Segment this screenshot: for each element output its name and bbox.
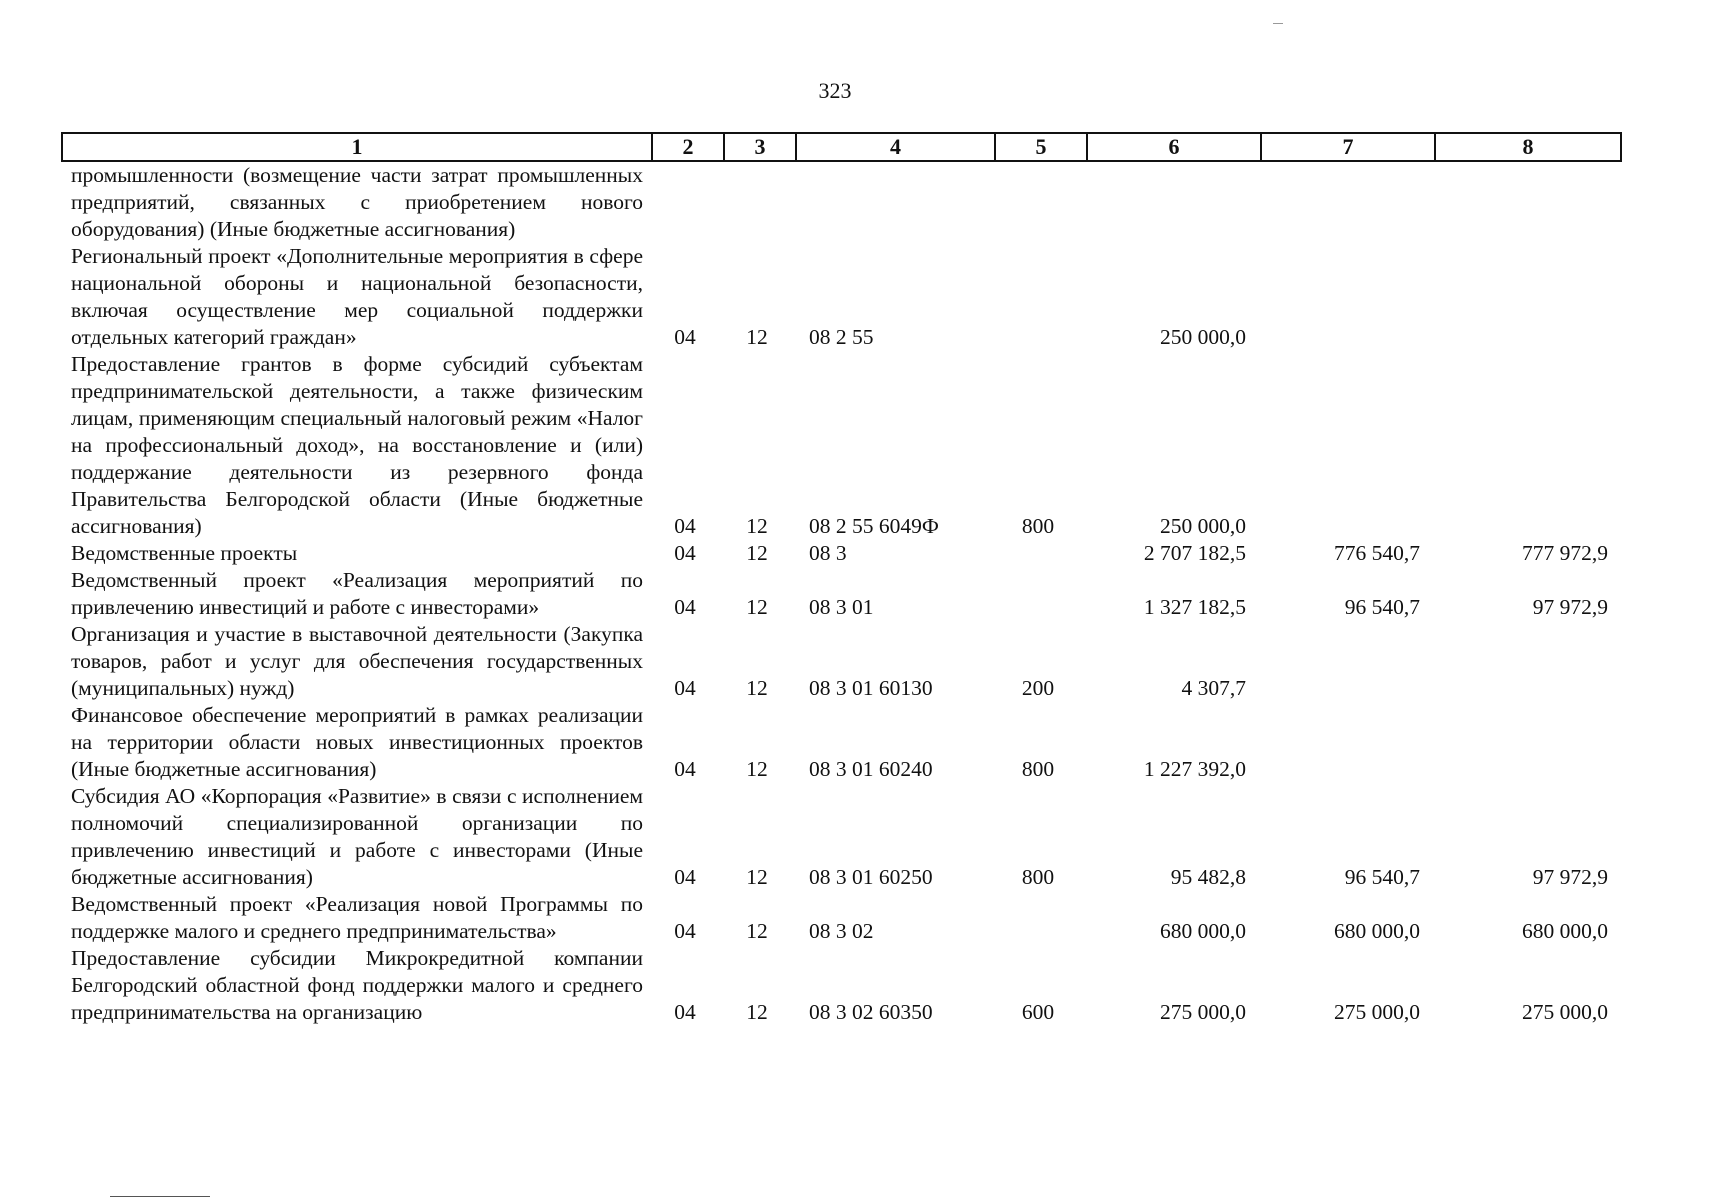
table-row	[61, 945, 1622, 1026]
row-target-code: 08 2 55	[809, 325, 874, 349]
row-amount-col6: 275 000,0	[1160, 1000, 1246, 1024]
row-amount-col7: 275 000,0	[1334, 1000, 1420, 1024]
header-col-3: 3	[723, 134, 795, 160]
row-subsection: 12	[746, 514, 768, 538]
header-col-6: 6	[1086, 134, 1260, 160]
row-amount-col8: 97 972,9	[1532, 865, 1608, 889]
row-subsection: 12	[746, 676, 768, 700]
row-subsection: 12	[746, 325, 768, 349]
row-expense-type: 800	[1021, 757, 1055, 781]
table-body	[61, 162, 1622, 1026]
row-section: 04	[674, 541, 696, 565]
row-amount-col7: 96 540,7	[1344, 595, 1420, 619]
row-subsection: 12	[746, 595, 768, 619]
row-description: Ведомственные проекты	[71, 541, 298, 565]
table-row	[61, 891, 1622, 945]
row-target-code: 08 3 01	[809, 595, 874, 619]
row-target-code: 08 3 02 60350	[809, 1000, 933, 1024]
table-header	[61, 132, 1622, 162]
row-section: 04	[674, 595, 696, 619]
row-target-code: 08 3 01 60130	[809, 676, 933, 700]
row-amount-col6: 250 000,0	[1160, 325, 1246, 349]
row-description: Ведомственный проект «Реализация мероприятий по привлечению инвестиций и работе с инвесторами»	[71, 568, 643, 619]
row-expense-type: 200	[1021, 676, 1055, 700]
row-target-code: 08 3 02	[809, 919, 874, 943]
row-target-code: 08 2 55 6049Ф	[809, 514, 939, 538]
row-amount-col6: 95 482,8	[1170, 865, 1246, 889]
header-col-8: 8	[1434, 134, 1620, 160]
header-col-4: 4	[795, 134, 994, 160]
row-section: 04	[674, 676, 696, 700]
table-row	[61, 351, 1622, 540]
row-section: 04	[674, 514, 696, 538]
row-expense-type: 800	[1021, 865, 1055, 889]
row-subsection: 12	[746, 1000, 768, 1024]
row-amount-col6: 2 707 182,5	[1143, 541, 1246, 565]
footnote-divider	[110, 1196, 210, 1197]
row-amount-col7: 680 000,0	[1334, 919, 1420, 943]
row-description: Организация и участие в выставочной деятельности (Закупка товаров, работ и услуг для обеспечения государственных (муниципальных) нужд)	[71, 622, 643, 700]
table-row	[61, 567, 1622, 621]
row-description: Предоставление субсидии Микрокредитной компании Белгородский областной фонд поддержки малого и среднего предпринимательства на организацию	[71, 946, 643, 1024]
row-section: 04	[674, 919, 696, 943]
table-row	[61, 540, 1622, 567]
table-row	[61, 702, 1622, 783]
row-target-code: 08 3 01 60250	[809, 865, 933, 889]
row-amount-col7: 776 540,7	[1334, 541, 1420, 565]
row-subsection: 12	[746, 541, 768, 565]
header-col-5: 5	[994, 134, 1086, 160]
row-description: Финансовое обеспечение мероприятий в рамках реализации на территории области новых инвестиционных проектов (Иные бюджетные ассигнования)	[71, 703, 643, 781]
page-number: 323	[818, 78, 852, 103]
row-amount-col6: 4 307,7	[1181, 676, 1246, 700]
row-description: Субсидия АО «Корпорация «Развитие» в связи с исполнением полномочий специализированной организации по привлечению инвестиций и работе с инвесторами (Иные бюджетные ассигнования)	[71, 784, 643, 889]
row-section: 04	[674, 1000, 696, 1024]
row-amount-col6: 680 000,0	[1160, 919, 1246, 943]
row-amount-col6: 1 227 392,0	[1143, 757, 1246, 781]
row-amount-col6: 1 327 182,5	[1143, 595, 1246, 619]
row-expense-type: 600	[1021, 1000, 1055, 1024]
row-description: Ведомственный проект «Реализация новой Программы по поддержке малого и среднего предпринимательства»	[71, 892, 643, 943]
row-section: 04	[674, 325, 696, 349]
row-expense-type: 800	[1021, 514, 1055, 538]
scan-mark	[1273, 23, 1283, 24]
table-row	[61, 783, 1622, 891]
row-amount-col7: 96 540,7	[1344, 865, 1420, 889]
row-amount-col8: 680 000,0	[1522, 919, 1608, 943]
header-col-7: 7	[1260, 134, 1434, 160]
table-row	[61, 621, 1622, 702]
row-subsection: 12	[746, 919, 768, 943]
row-subsection: 12	[746, 757, 768, 781]
row-amount-col6: 250 000,0	[1160, 514, 1246, 538]
row-subsection: 12	[746, 865, 768, 889]
row-description: Предоставление грантов в форме субсидий субъектам предпринимательской деятельности, а также физическим лицам, применяющим специальный налоговый режим «Налог на профессиональный доход», на восстановление и (или) поддержание деятельности из резервного фонда Правительства Белгородской области (Иные бюджетные ассигнования)	[71, 352, 643, 538]
table-row	[61, 162, 1622, 243]
row-section: 04	[674, 865, 696, 889]
table-row	[61, 243, 1622, 351]
row-description: промышленности (возмещение части затрат промышленных предприятий, связанных с приобретением нового оборудования) (Иные бюджетные ассигнования)	[71, 163, 643, 241]
row-amount-col8: 275 000,0	[1522, 1000, 1608, 1024]
row-target-code: 08 3 01 60240	[809, 757, 933, 781]
header-col-1: 1	[351, 134, 363, 159]
row-description: Региональный проект «Дополнительные мероприятия в сфере национальной обороны и национальной безопасности, включая осуществление мер социальной поддержки отдельных категорий граждан»	[71, 244, 643, 349]
row-amount-col8: 97 972,9	[1532, 595, 1608, 619]
header-col-2: 2	[651, 134, 723, 160]
row-section: 04	[674, 757, 696, 781]
row-target-code: 08 3	[809, 541, 847, 565]
row-amount-col8: 777 972,9	[1522, 541, 1608, 565]
